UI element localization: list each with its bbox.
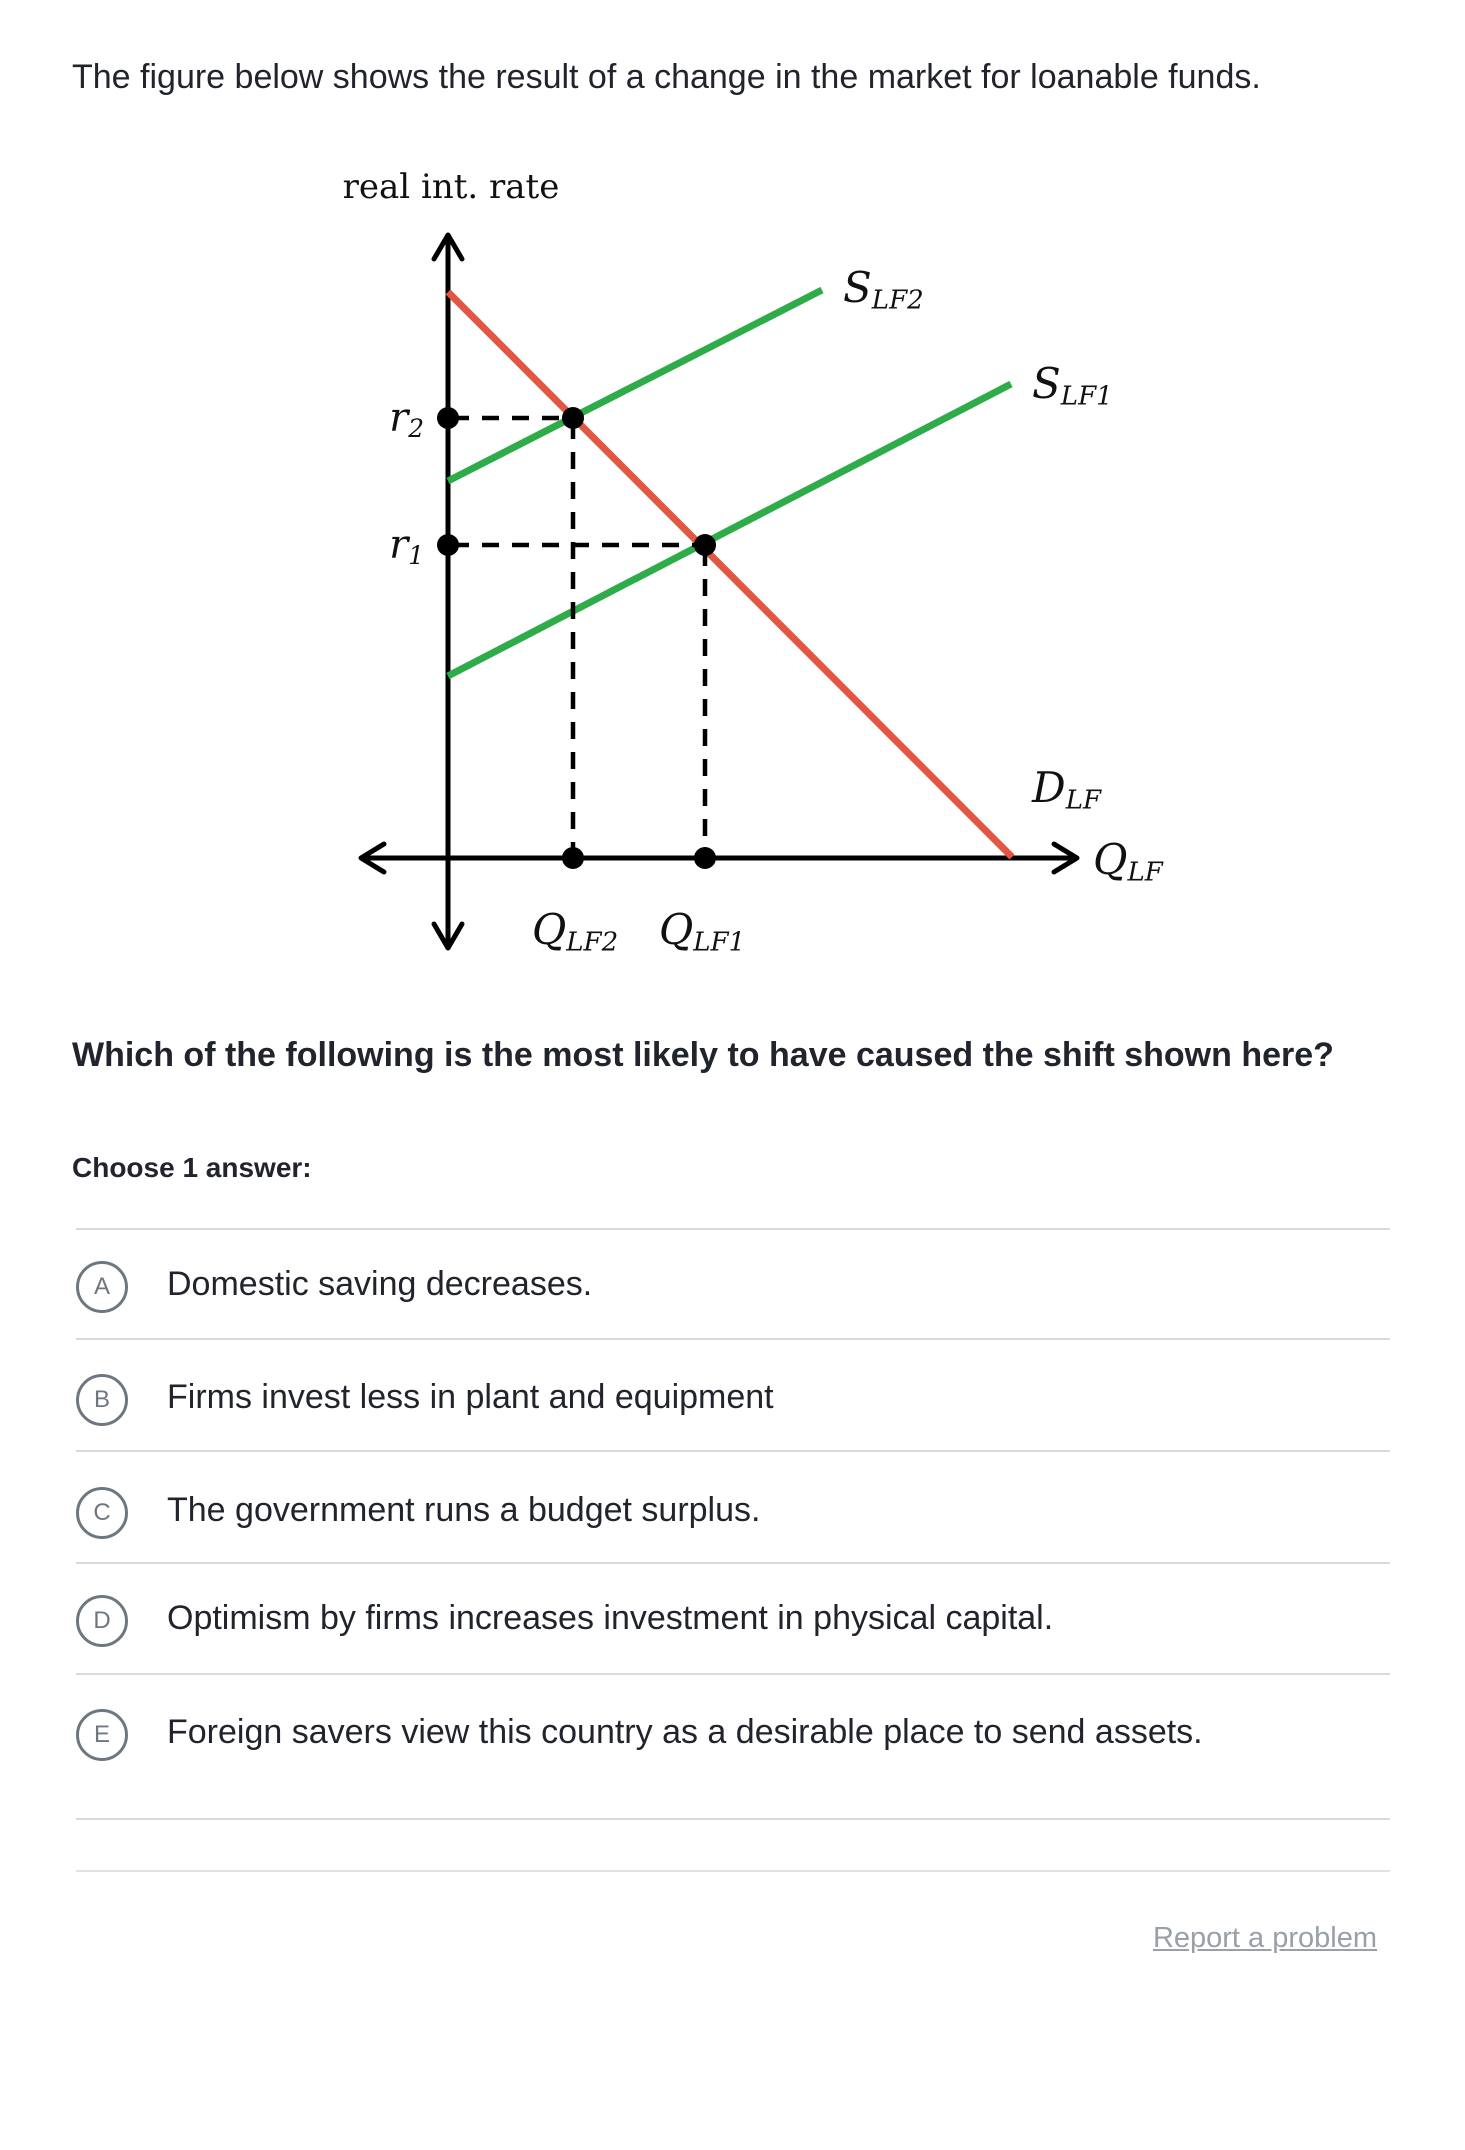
divider: [76, 1870, 1390, 1872]
answer-option-b-text: Firms invest less in plant and equipment: [167, 1378, 774, 1416]
r2-label: $r_2$: [389, 395, 424, 444]
qlf1-label: $Q_{LF1}$: [658, 905, 746, 958]
supply-curve-slf1: [448, 384, 1011, 676]
radio-a-letter: A: [93, 1273, 110, 1300]
radio-c-letter: C: [93, 1499, 111, 1526]
answer-option-d[interactable]: [76, 1593, 1390, 1647]
radio-e-letter: E: [93, 1721, 110, 1748]
radio-c[interactable]: [76, 1487, 128, 1539]
intro-text: The figure below shows the result of a change in the market for loanable funds.: [72, 58, 1261, 96]
r1-label: $r_1$: [389, 522, 424, 571]
figure-canvas: [330, 150, 1210, 985]
x-axis: [361, 844, 1077, 872]
answer-option-e-text: Foreign savers view this country as a desirable place to send assets.: [167, 1713, 1203, 1751]
slf1-label: $S_{LF1}$: [1032, 359, 1113, 412]
demand-curve-dlf: [448, 292, 1012, 857]
qlf-label: $Q_{LF}$: [1093, 835, 1163, 888]
radio-a[interactable]: [76, 1261, 128, 1313]
question-text: Which of the following is the most likely to have caused the shift shown here?: [72, 1036, 1334, 1075]
loanable-funds-figure: [330, 150, 1210, 985]
dlf-label: $D_{LF}$: [1032, 763, 1102, 816]
answer-option-c[interactable]: [76, 1485, 1390, 1539]
slf2-label: $S_{LF2}$: [843, 263, 924, 316]
y-axis-label: real int. rate: [342, 167, 560, 207]
divider: [76, 1338, 1390, 1340]
supply-curve-slf2: [448, 290, 822, 481]
divider: [76, 1818, 1390, 1820]
report-problem-link[interactable]: Report a problem: [1152, 1922, 1377, 1954]
choose-answer-label: Choose 1 answer:: [72, 1152, 312, 1183]
radio-d[interactable]: [76, 1595, 128, 1647]
answer-option-e[interactable]: [76, 1707, 1390, 1761]
equilibrium-dots: [437, 407, 716, 869]
divider: [76, 1562, 1390, 1564]
answer-option-a[interactable]: [76, 1259, 1390, 1313]
radio-e[interactable]: [76, 1709, 128, 1761]
divider: [76, 1450, 1390, 1452]
answer-option-d-text: Optimism by firms increases investment in physical capital.: [167, 1599, 1054, 1637]
y-axis: [434, 235, 462, 948]
answer-option-c-text: The government runs a budget surplus.: [167, 1491, 761, 1529]
radio-b[interactable]: [76, 1374, 128, 1426]
divider: [76, 1673, 1390, 1675]
radio-b-letter: B: [93, 1386, 110, 1413]
qlf2-label: $Q_{LF2}$: [531, 905, 619, 958]
dashed-guides: [452, 418, 705, 854]
answer-option-b[interactable]: [76, 1372, 1390, 1426]
answer-option-a-text: Domestic saving decreases.: [167, 1265, 593, 1303]
divider: [76, 1228, 1390, 1230]
radio-d-letter: D: [93, 1607, 111, 1634]
